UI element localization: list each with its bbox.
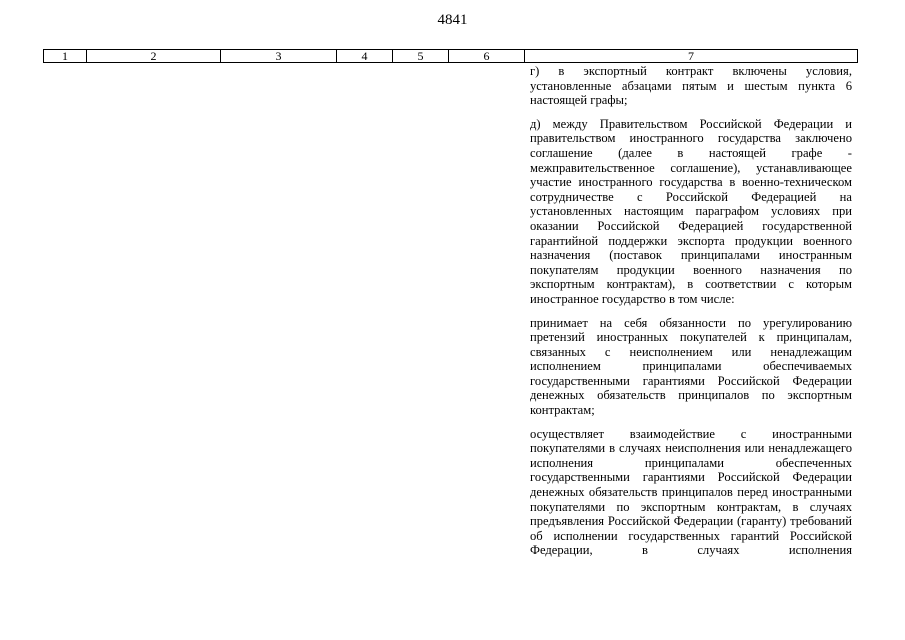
- column-number-3: 3: [221, 50, 337, 63]
- column-number-4: 4: [337, 50, 393, 63]
- column-number-6: 6: [449, 50, 525, 63]
- column-number-7: 7: [525, 50, 858, 63]
- column-number-5: 5: [393, 50, 449, 63]
- paragraph-interaction: осуществляет взаимодействие с иностранными покупателями в случаях неисполнения или ненадлежащего исполнения принципалами обеспеченных государственными гарантиями Российской Федерации денежных обязательств принципалов перед иностранными покупателями по экспортным контрактам, в случаях предъявления Российской Федерации (гаранту) требований об исполнении государственных гарантий Российской Федерации, в случаях исполнения: [530, 426, 852, 558]
- column-number-2: 2: [87, 50, 221, 63]
- column-7-text: [530, 64, 852, 558]
- column-number-1: 1: [44, 50, 87, 63]
- column-number-header-row: [43, 49, 858, 63]
- paragraph-claims-settlement: принимает на себя обязанности по урегулированию претензий иностранных покупателей к принципалам, связанных с неисполнением или ненадлежащим исполнением принципалами обеспечиваемых государственными гарантиями Российской Федерации денежных обязательств принципалов по экспортным контрактам;: [530, 315, 852, 418]
- paragraph-item-d: д) между Правительством Российской Федерации и правительством иностранного государства заключено соглашение (далее в настоящей графе - межправительственное соглашение), устанавливающее участие иностранного государства в военно-техническом сотрудничестве с Российской Федерацией на установленных настоящим параграфом условиях при оказании Российской Федерацией государственной гарантийной поддержки экспорта продукции военного назначения (поставок принципалами иностранным покупателям продукции военного назначения по экспортным контрактам), в соответствии с которым иностранное государство в том числе:: [530, 116, 852, 306]
- paragraph-item-g: г) в экспортный контракт включены условия, установленные абзацами пятым и шестым пункта 6 настоящей графы;: [530, 64, 852, 108]
- page-number: 4841: [437, 12, 468, 28]
